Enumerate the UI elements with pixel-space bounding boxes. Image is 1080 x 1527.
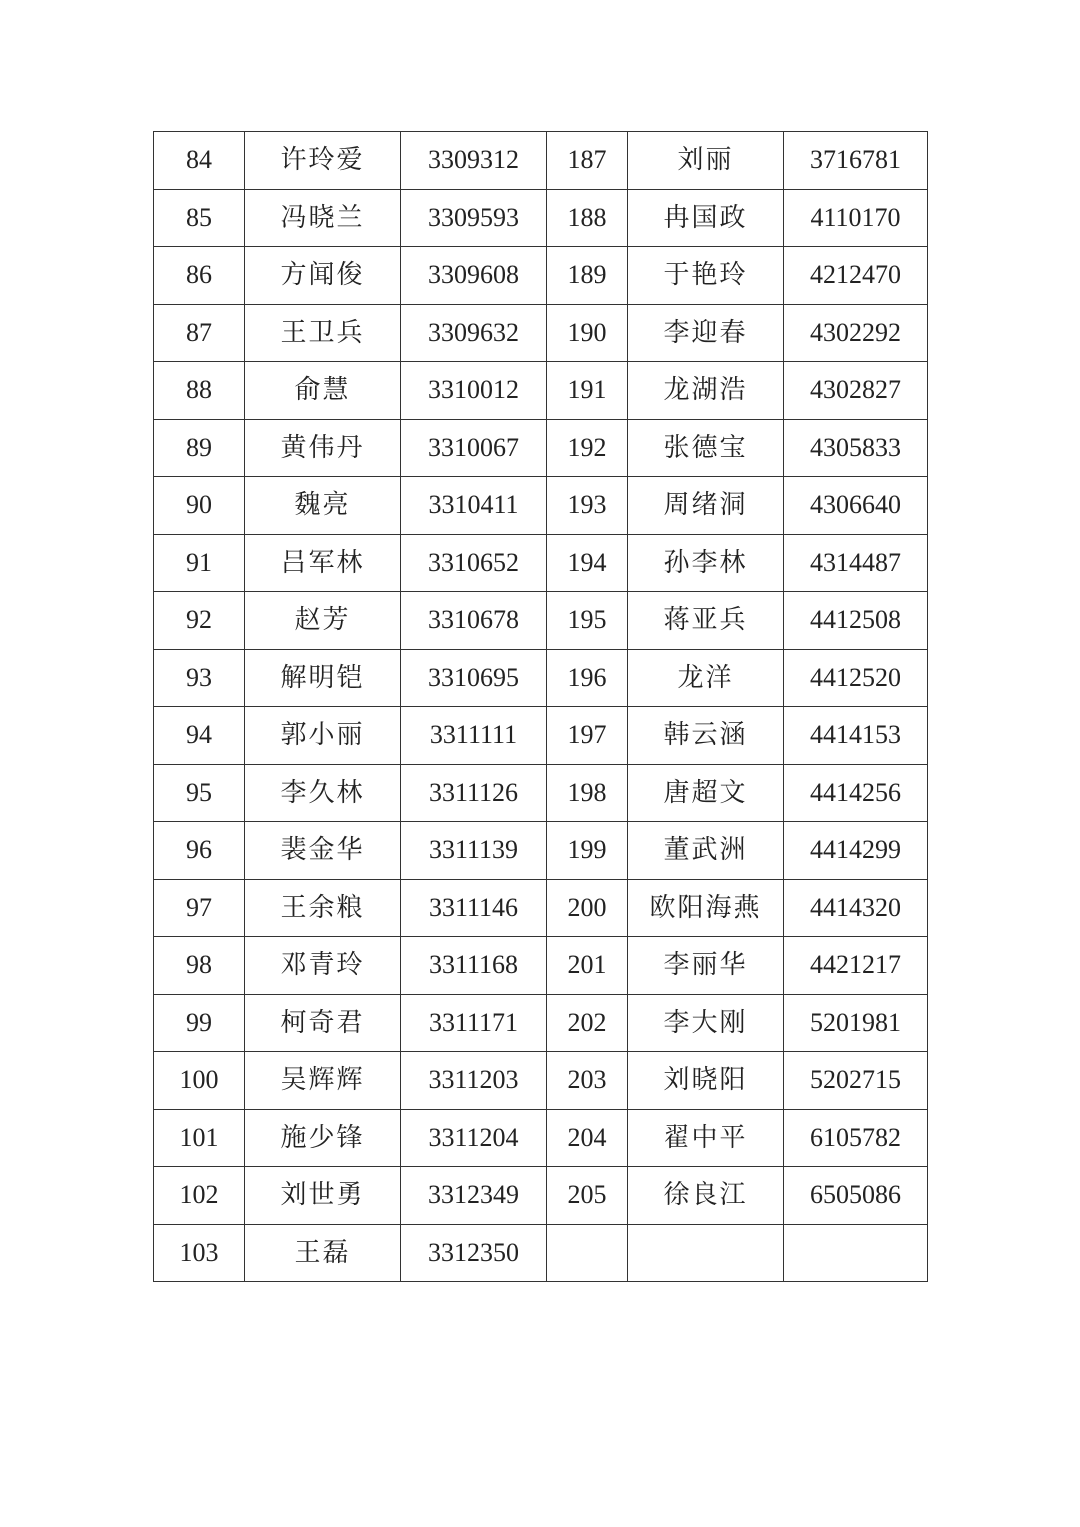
right-id-number-cell: 4302827 [784,362,928,420]
left-seq-number-cell: 101 [154,1109,245,1167]
left-id-number-cell: 3309312 [401,132,547,190]
table-row [154,937,928,995]
left-name-cell: 吴辉辉 [245,1052,401,1110]
left-name-cell: 王磊 [245,1224,401,1282]
right-id-number-cell: 4306640 [784,477,928,535]
right-name-cell: 董武洲 [628,822,784,880]
left-seq-number-cell: 86 [154,247,245,305]
left-name-cell: 方闻俊 [245,247,401,305]
left-seq-number-cell: 102 [154,1167,245,1225]
right-id-number-cell: 3716781 [784,132,928,190]
right-name-cell: 蒋亚兵 [628,592,784,650]
right-seq-number-cell: 203 [547,1052,628,1110]
right-id-number-cell: 4414256 [784,764,928,822]
right-seq-number-cell: 199 [547,822,628,880]
table-row [154,1167,928,1225]
left-id-number-cell: 3311203 [401,1052,547,1110]
right-name-cell: 刘晓阳 [628,1052,784,1110]
left-seq-number-cell: 93 [154,649,245,707]
right-id-number-cell: 4414153 [784,707,928,765]
right-name-cell: 龙湖浩 [628,362,784,420]
left-seq-number-cell: 94 [154,707,245,765]
left-seq-number-cell: 100 [154,1052,245,1110]
right-id-number-cell: 4412520 [784,649,928,707]
left-id-number-cell: 3312350 [401,1224,547,1282]
right-seq-number-cell: 193 [547,477,628,535]
left-seq-number-cell: 85 [154,189,245,247]
left-seq-number-cell: 87 [154,304,245,362]
right-seq-number-cell: 205 [547,1167,628,1225]
right-seq-number-cell: 187 [547,132,628,190]
table-row [154,1109,928,1167]
right-seq-number-cell: 204 [547,1109,628,1167]
left-name-cell: 施少锋 [245,1109,401,1167]
table-row [154,649,928,707]
right-name-cell: 于艳玲 [628,247,784,305]
table-row [154,764,928,822]
left-id-number-cell: 3309608 [401,247,547,305]
left-id-number-cell: 3311204 [401,1109,547,1167]
right-id-number-cell: 4302292 [784,304,928,362]
left-id-number-cell: 3311146 [401,879,547,937]
left-id-number-cell: 3310678 [401,592,547,650]
left-id-number-cell: 3312349 [401,1167,547,1225]
right-name-cell: 李丽华 [628,937,784,995]
left-name-cell: 冯晓兰 [245,189,401,247]
right-id-number-cell: 4212470 [784,247,928,305]
right-seq-number-cell: 201 [547,937,628,995]
left-id-number-cell: 3311171 [401,994,547,1052]
left-name-cell: 王余粮 [245,879,401,937]
left-name-cell: 郭小丽 [245,707,401,765]
left-seq-number-cell: 99 [154,994,245,1052]
right-name-cell: 韩云涵 [628,707,784,765]
left-name-cell: 解明铠 [245,649,401,707]
left-id-number-cell: 3311168 [401,937,547,995]
table-row [154,534,928,592]
left-id-number-cell: 3309632 [401,304,547,362]
left-name-cell: 赵芳 [245,592,401,650]
right-id-number-cell: 5202715 [784,1052,928,1110]
right-name-cell: 周绪洞 [628,477,784,535]
right-name-cell: 翟中平 [628,1109,784,1167]
left-seq-number-cell: 103 [154,1224,245,1282]
right-name-cell: 欧阳海燕 [628,879,784,937]
right-name-cell: 孙李林 [628,534,784,592]
right-seq-number-cell: 188 [547,189,628,247]
table-row [154,1224,928,1282]
left-seq-number-cell: 95 [154,764,245,822]
right-seq-number-cell [547,1224,628,1282]
left-id-number-cell: 3310067 [401,419,547,477]
right-name-cell: 徐良江 [628,1167,784,1225]
right-id-number-cell: 4414320 [784,879,928,937]
left-name-cell: 黄伟丹 [245,419,401,477]
left-seq-number-cell: 92 [154,592,245,650]
table-row [154,419,928,477]
table-row [154,477,928,535]
left-id-number-cell: 3311139 [401,822,547,880]
right-name-cell: 张德宝 [628,419,784,477]
right-seq-number-cell: 196 [547,649,628,707]
right-seq-number-cell: 194 [547,534,628,592]
left-name-cell: 裴金华 [245,822,401,880]
right-seq-number-cell: 198 [547,764,628,822]
right-id-number-cell: 4110170 [784,189,928,247]
right-name-cell: 刘丽 [628,132,784,190]
right-seq-number-cell: 195 [547,592,628,650]
right-id-number-cell: 6505086 [784,1167,928,1225]
table-row [154,879,928,937]
right-seq-number-cell: 197 [547,707,628,765]
right-id-number-cell [784,1224,928,1282]
left-id-number-cell: 3310012 [401,362,547,420]
right-name-cell [628,1224,784,1282]
right-name-cell: 龙洋 [628,649,784,707]
table-row [154,707,928,765]
roster-table-body [154,132,928,1282]
left-name-cell: 吕军林 [245,534,401,592]
left-seq-number-cell: 91 [154,534,245,592]
right-name-cell: 李迎春 [628,304,784,362]
left-id-number-cell: 3310652 [401,534,547,592]
left-seq-number-cell: 88 [154,362,245,420]
left-seq-number-cell: 97 [154,879,245,937]
right-seq-number-cell: 200 [547,879,628,937]
left-name-cell: 刘世勇 [245,1167,401,1225]
right-seq-number-cell: 202 [547,994,628,1052]
left-seq-number-cell: 89 [154,419,245,477]
right-name-cell: 唐超文 [628,764,784,822]
left-seq-number-cell: 84 [154,132,245,190]
table-row [154,247,928,305]
right-seq-number-cell: 190 [547,304,628,362]
table-row [154,994,928,1052]
left-name-cell: 许玲爱 [245,132,401,190]
right-id-number-cell: 4414299 [784,822,928,880]
right-id-number-cell: 5201981 [784,994,928,1052]
left-name-cell: 俞慧 [245,362,401,420]
left-id-number-cell: 3310695 [401,649,547,707]
table-row [154,304,928,362]
table-row [154,362,928,420]
right-id-number-cell: 4314487 [784,534,928,592]
table-row [154,189,928,247]
left-name-cell: 李久林 [245,764,401,822]
table-row [154,1052,928,1110]
right-id-number-cell: 4305833 [784,419,928,477]
right-id-number-cell: 4412508 [784,592,928,650]
left-seq-number-cell: 98 [154,937,245,995]
left-id-number-cell: 3309593 [401,189,547,247]
table-row [154,592,928,650]
right-id-number-cell: 6105782 [784,1109,928,1167]
left-name-cell: 王卫兵 [245,304,401,362]
left-name-cell: 柯奇君 [245,994,401,1052]
right-id-number-cell: 4421217 [784,937,928,995]
left-id-number-cell: 3310411 [401,477,547,535]
left-id-number-cell: 3311111 [401,707,547,765]
table-row [154,822,928,880]
right-seq-number-cell: 189 [547,247,628,305]
left-id-number-cell: 3311126 [401,764,547,822]
left-name-cell: 魏亮 [245,477,401,535]
right-name-cell: 冉国政 [628,189,784,247]
right-name-cell: 李大刚 [628,994,784,1052]
table-row [154,132,928,190]
right-seq-number-cell: 191 [547,362,628,420]
left-name-cell: 邓青玲 [245,937,401,995]
left-seq-number-cell: 90 [154,477,245,535]
left-seq-number-cell: 96 [154,822,245,880]
roster-table [153,131,928,1282]
right-seq-number-cell: 192 [547,419,628,477]
